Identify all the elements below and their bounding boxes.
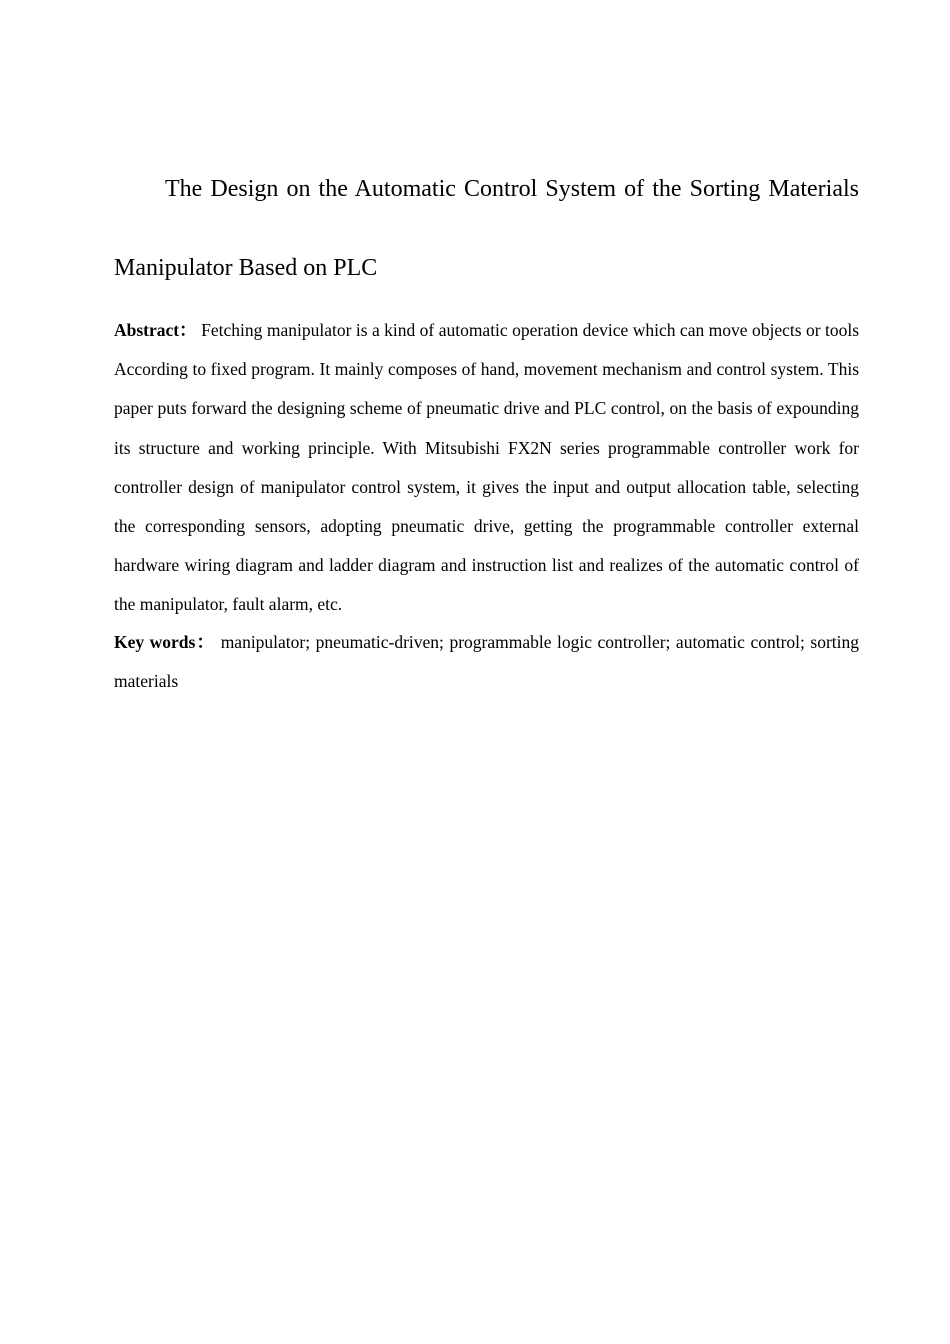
abstract-paragraph [114, 311, 859, 625]
paper-title: The Design on the Automatic Control System of the Sorting Materials Manipulator Based on PLC [114, 176, 859, 281]
abstract-text: Fetching manipulator is a kind of automatic operation device which can move objects or tools According to fixed program. It mainly composes of hand, movement mechanism and control system. This paper puts forward the designing scheme of pneumatic drive and PLC control, on the basis of expounding its structure and working principle. With Mitsubishi FX2N series programmable controller work for controller design of manipulator control system, it gives the input and output allocation table, selecting the corresponding sensors, adopting pneumatic drive, getting the programmable controller external hardware wiring diagram and ladder diagram and instruction list and realizes of the automatic control of the manipulator, fault alarm, etc. [114, 320, 860, 615]
keywords-paragraph [114, 623, 859, 701]
abstract-label: Abstract： [114, 320, 197, 340]
keywords-text: manipulator; pneumatic-driven; programmable logic controller; automatic control; sorting materials [114, 632, 860, 692]
keywords-label: Key words： [114, 632, 216, 652]
